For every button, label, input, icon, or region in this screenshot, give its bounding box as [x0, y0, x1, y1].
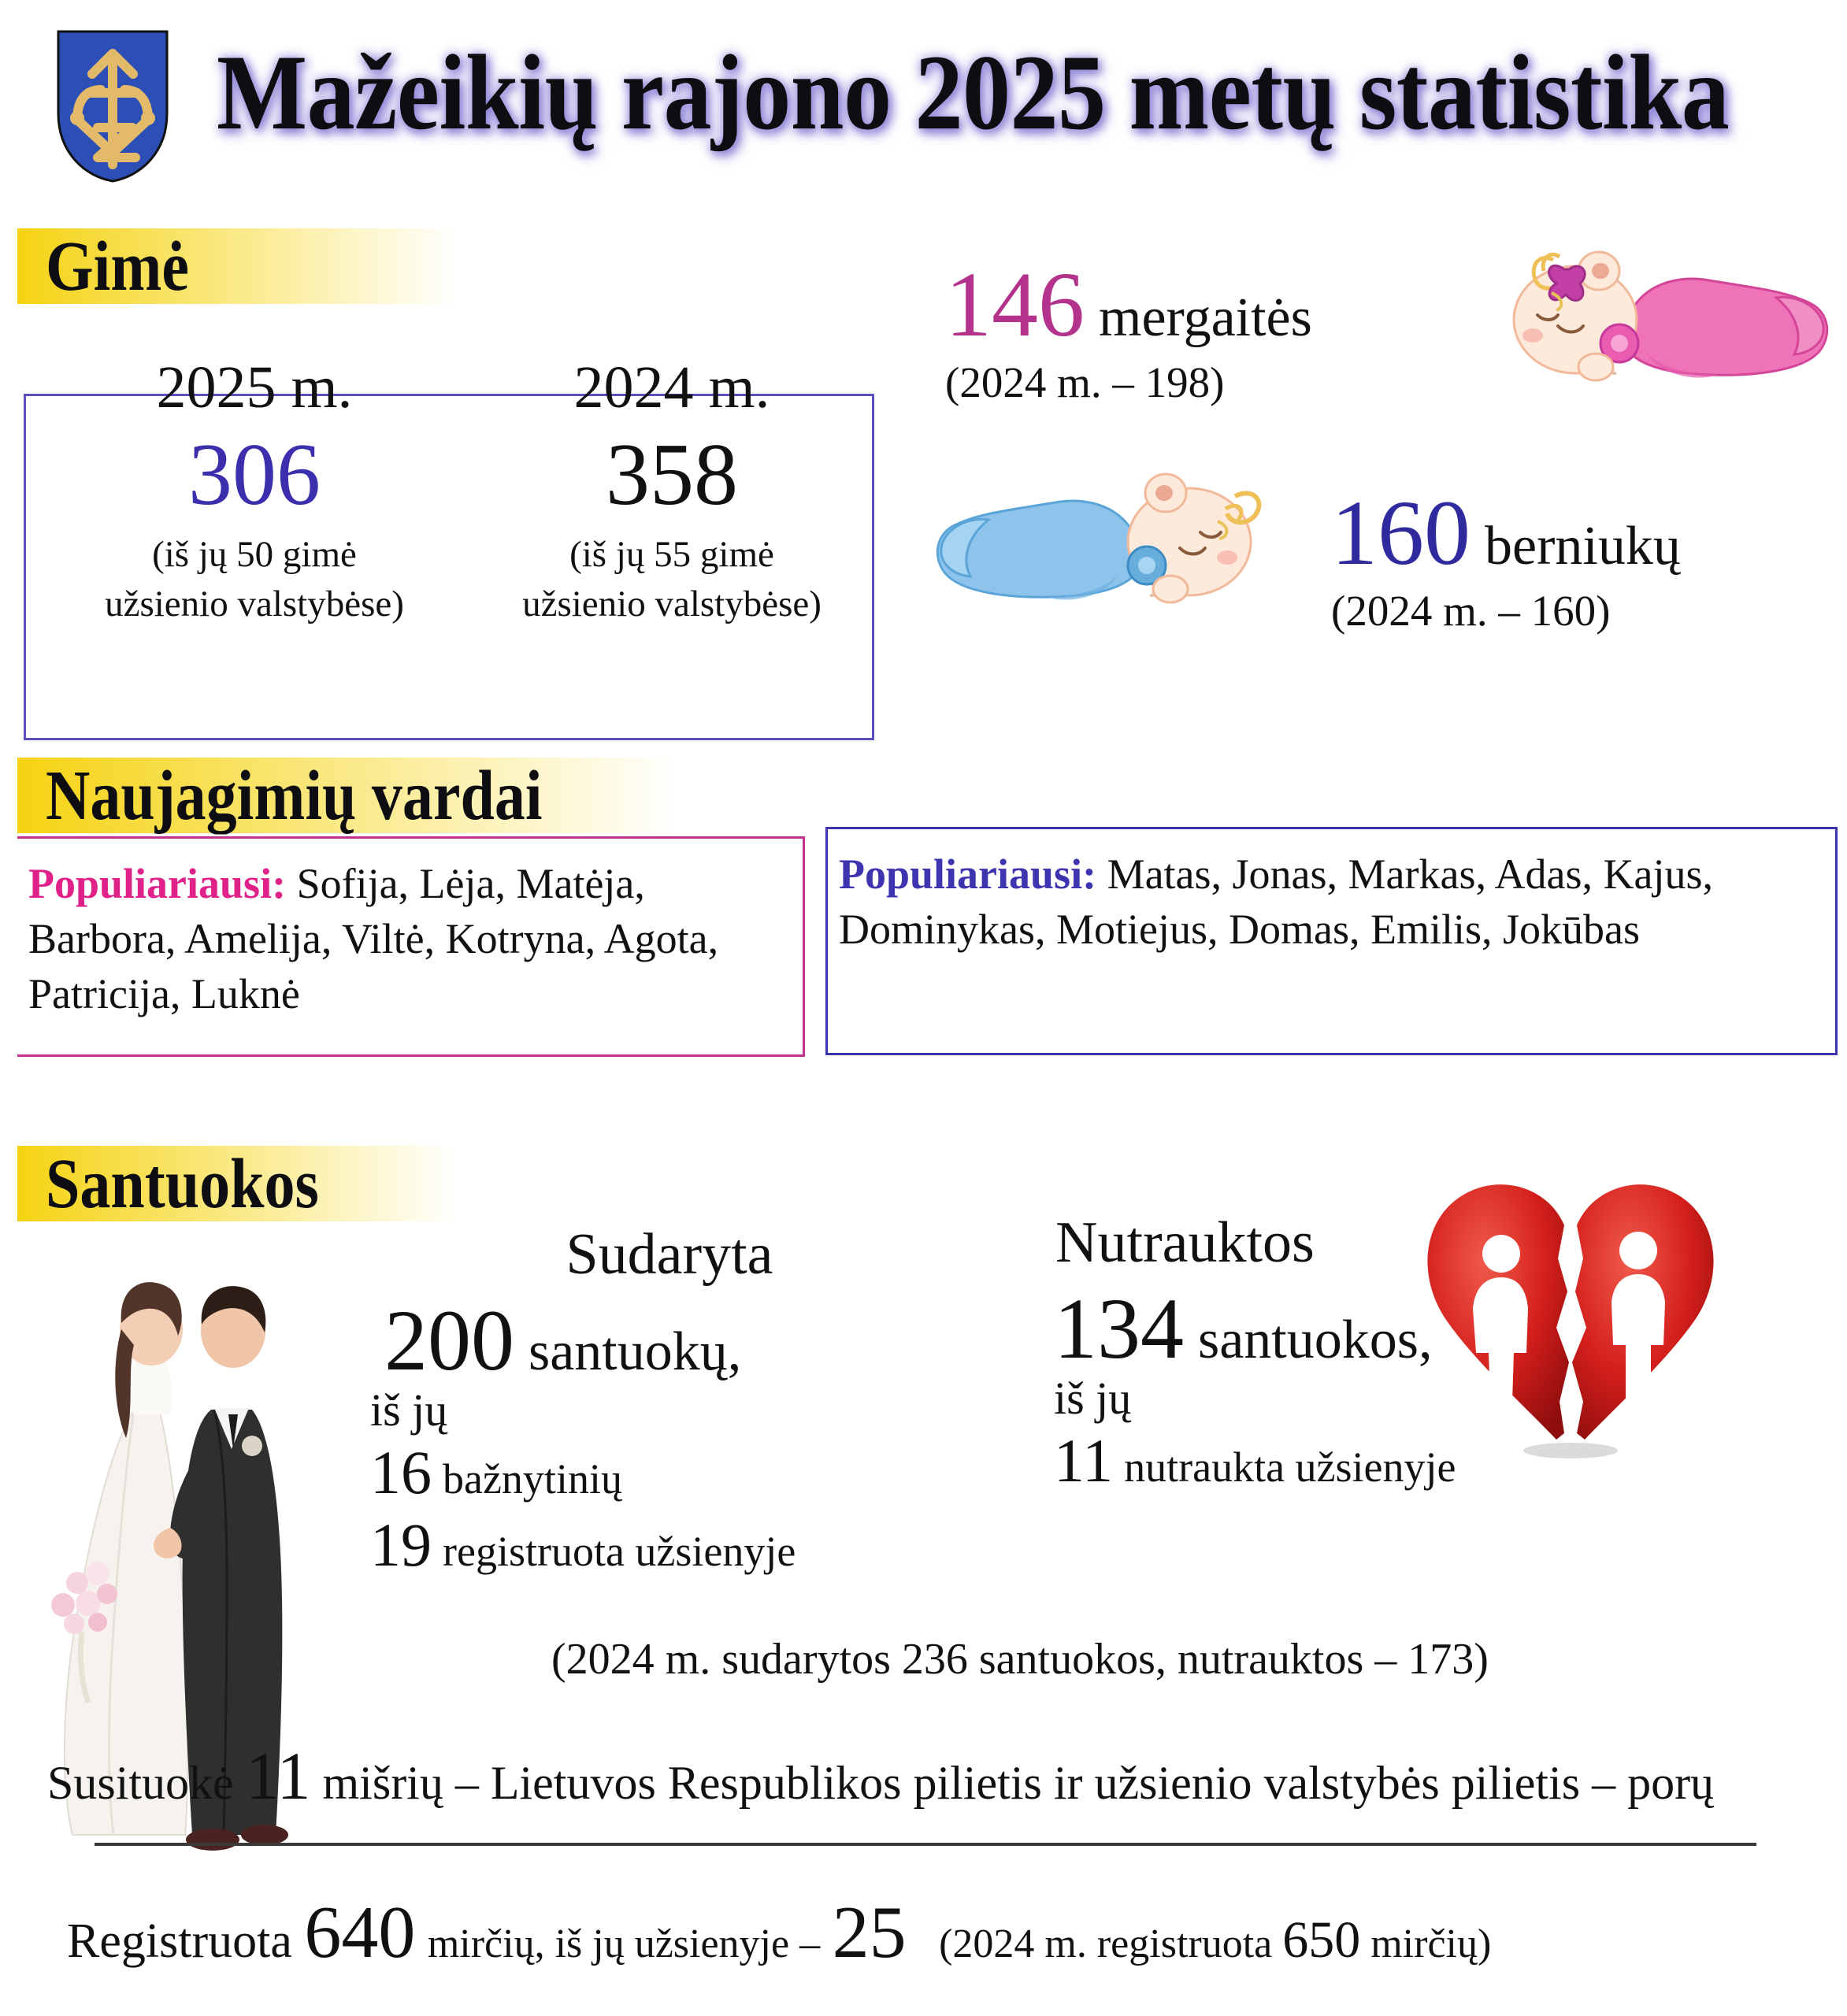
- boys-count: 160: [1331, 481, 1471, 584]
- marriages-abroad-label: registruota užsienyje: [443, 1527, 796, 1575]
- divorce-abroad-count: 11: [1054, 1425, 1114, 1495]
- deaths-previous-count: 650: [1282, 1911, 1361, 1969]
- divorce-abroad-label: nutraukta užsienyje: [1124, 1443, 1456, 1491]
- deaths-prefix: Registruota: [67, 1914, 292, 1968]
- deaths-mid-text: mirčių, iš jų užsienyje –: [427, 1922, 821, 1966]
- deaths-count: 640: [304, 1892, 416, 1973]
- sleeping-baby-girl-icon: [1465, 243, 1835, 392]
- births-comparison-box: [24, 354, 874, 740]
- marriages-made-heading: Sudaryta: [566, 1222, 773, 1287]
- boy-names-label: Populiariausi:: [839, 850, 1097, 898]
- marriages-abroad-count: 19: [370, 1510, 432, 1579]
- boys-previous-year: (2024 m. – 160): [1331, 587, 1611, 635]
- mixed-marriages-prefix: Susituokė: [47, 1757, 234, 1809]
- deaths-line: [67, 1890, 1800, 1975]
- section-banner-births: [17, 228, 458, 304]
- births-column-2024: [487, 354, 857, 630]
- deaths-previous-note: [939, 1911, 1492, 1969]
- boys-born-text: [1331, 481, 1681, 639]
- births-column-2025: [69, 354, 439, 630]
- births-note-2025-line2: užsienio valstybėse): [105, 584, 404, 625]
- births-note-2025-line1: (iš jų 50 gimė: [152, 533, 357, 575]
- births-note-2024-line1: (iš jų 55 gimė: [569, 533, 774, 575]
- popular-boy-names-box: [825, 827, 1838, 1055]
- births-year-2024: 2024 m.: [573, 354, 770, 421]
- divorce-abroad-detail: [1048, 1425, 1646, 1497]
- marriages-broken-main: [1048, 1280, 1646, 1377]
- births-count-2025: 306: [188, 425, 321, 524]
- girls-count: 146: [945, 253, 1085, 356]
- marriages-church-count: 16: [370, 1437, 432, 1506]
- boys-born-block: [906, 465, 1847, 677]
- births-count-2024: 358: [606, 425, 738, 524]
- births-note-2024-line2: užsienio valstybėse): [522, 584, 822, 625]
- marriages-broken-unit: santuokos,: [1198, 1309, 1433, 1370]
- girl-names-line: [28, 856, 782, 1022]
- marriages-church-detail: [370, 1436, 969, 1509]
- marriages-made-sub: iš jų: [370, 1384, 448, 1436]
- section-banner-births-label: Gimė: [46, 226, 189, 306]
- marriages-broken-heading: Nutrauktos: [1055, 1210, 1315, 1275]
- marriages-broken-count: 134: [1054, 1280, 1184, 1377]
- page-title: Mažeikių rajono 2025 metų statistika: [217, 33, 1730, 153]
- section-banner-marriages-label: Santuokos: [46, 1143, 319, 1223]
- mixed-marriages-suffix: mišrių – Lietuvos Respublikos pilietis ir užsienio valstybės pilietis – porų: [322, 1757, 1715, 1809]
- girls-born-block: [929, 250, 1835, 455]
- marriages-broken-sub: iš jų: [1054, 1372, 1132, 1424]
- marriages-made-unit: santuokų,: [529, 1321, 742, 1382]
- section-divider: [95, 1843, 1756, 1846]
- sleeping-baby-boy-icon: [929, 465, 1300, 622]
- marriages-broken-block: [1048, 1210, 1646, 1497]
- boy-names-list: Matas, Jonas, Markas, Adas, Kajus, Dominykas, Motiejus, Domas, Emilis, Jokūbas: [839, 850, 1713, 954]
- boys-label: berniukų: [1485, 516, 1681, 576]
- deaths-previous-suffix: mirčių): [1370, 1922, 1492, 1966]
- girl-names-list: Sofija, Lėja, Matėja, Barbora, Amelija, Viltė, Kotryna, Agota, Patricija, Luknė: [28, 860, 719, 1018]
- marriages-made-count: 200: [384, 1292, 514, 1388]
- boy-names-line: [839, 847, 1815, 957]
- page-header: [0, 8, 1847, 205]
- marriages-made-block: [370, 1222, 969, 1581]
- section-banner-names: [17, 755, 679, 835]
- births-year-2025: 2025 m.: [156, 354, 353, 421]
- coat-of-arms-icon: [54, 27, 172, 184]
- section-banner-names-label: Naujagimių vardai: [46, 755, 543, 835]
- girls-label: mergaitės: [1099, 287, 1312, 348]
- marriages-church-label: bažnytinių: [443, 1455, 622, 1503]
- marriages-made-main: [370, 1292, 969, 1388]
- girl-names-label: Populiariausi:: [28, 860, 287, 907]
- marriages-previous-year-note: (2024 m. sudarytos 236 santuokos, nutrauktos – 173): [551, 1635, 1489, 1684]
- girls-born-text: [945, 253, 1312, 410]
- mixed-marriages-line: [47, 1736, 1835, 1815]
- deaths-previous-prefix: (2024 m. registruota: [939, 1922, 1273, 1966]
- marriages-abroad-detail: [370, 1509, 969, 1581]
- deaths-abroad-count: 25: [832, 1892, 907, 1973]
- mixed-marriages-count: 11: [245, 1738, 311, 1814]
- popular-girl-names-box: [17, 836, 805, 1057]
- girls-previous-year: (2024 m. – 198): [945, 358, 1225, 406]
- section-banner-marriages: [17, 1143, 458, 1223]
